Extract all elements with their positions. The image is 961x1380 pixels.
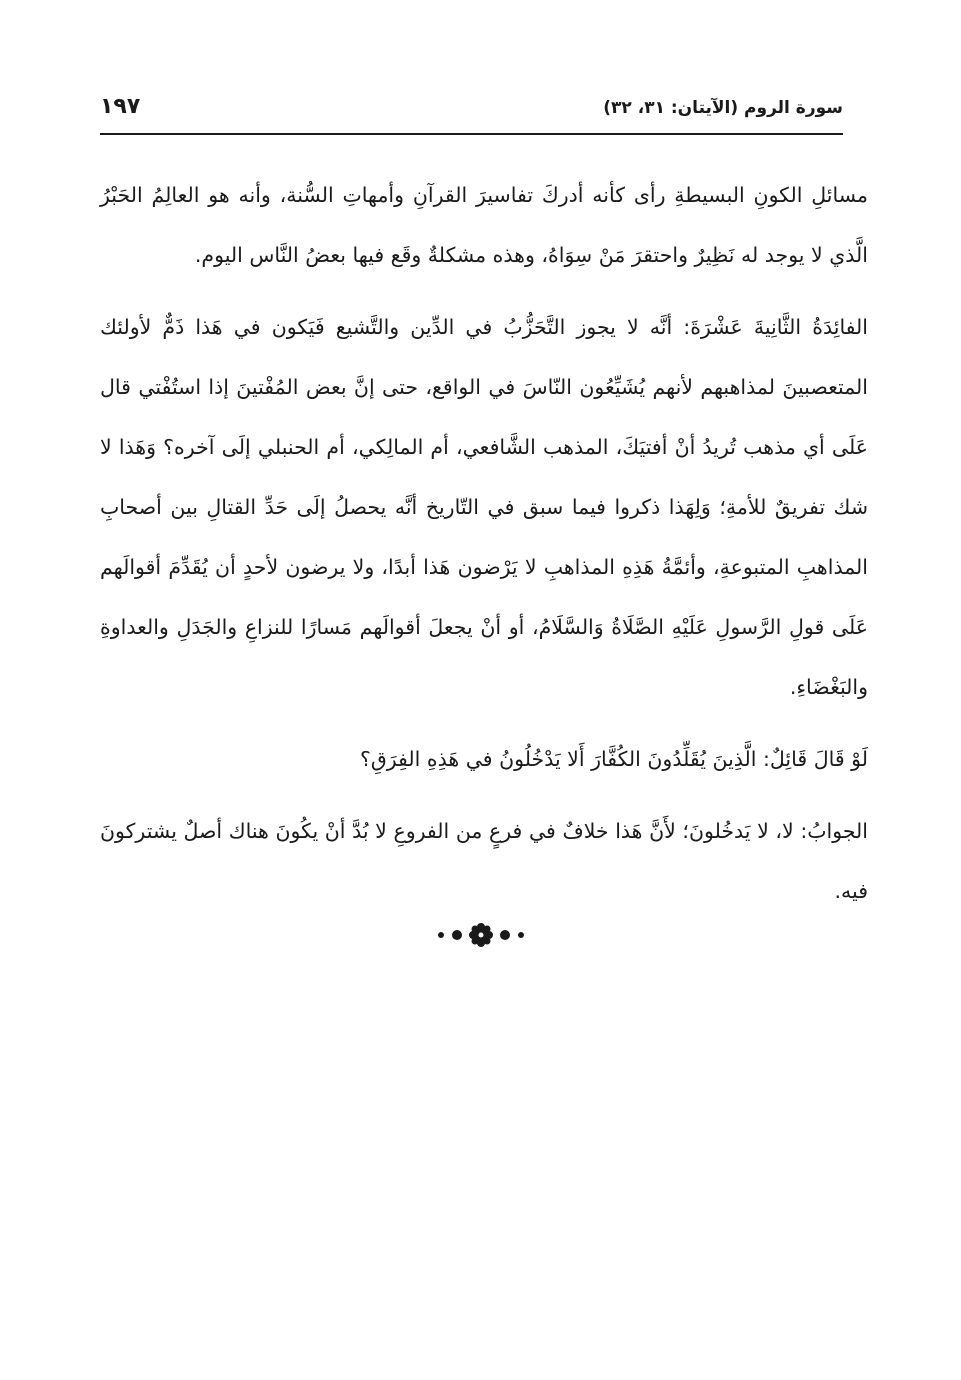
page-body [100,165,868,921]
header-divider [100,133,843,135]
paragraph-benefit-twelve: الفائِدَةُ الثَّانِيةَ عَشْرَةَ: أنَّه لا يجوز التَّحَزُّبُ في الدِّين والتَّشيع فَيَكون في هَذا ذَمٌّ لأولئك المتعصبينَ لمذاهبهم لأنهم يُشَيِّعُون النّاسَ في الواقع، حتى إنَّ بعض المُفْتينَ إذا استُفْتي قال عَلَى أي مذهب تُريدُ أنْ أفتيَكَ، المذهب الشَّافعي، أم المالِكي، أم الحنبلي إلَى آخره؟ وَهَذا لا شك تفريقٌ للأمةِ؛ وَلِهَذا ذكروا فيما سبق في التّاريخ أنَّه يحصلُ إلَى حَدِّ القتالِ بين أصحابِ المذاهبِ المتبوعةِ، وأئمَّةُ هَذِهِ المذاهبِ لا يَرْضون هَذا أبدًا، ولا يرضون لأحدٍ أن يُقَدِّمَ أقوالَهم عَلَى قولِ الرَّسولِ عَلَيْهِ الصَّلَاةُ وَالسَّلَامُ، أو أنْ يجعلَ أقوالَهم مَسارًا للنزاعِ والجَدَلِ والعداوةِ والبَغْضَاءِ. [100,315,868,699]
paragraph-continuation: مسائلِ الكونِ البسيطةِ رأى كأنه أدركَ تفاسيرَ القرآنِ وأمهاتِ السُّنة، وأنه هو العالِمُ الحَبْرُ الَّذي لا يوجد له نَظِيرٌ واحتقرَ مَنْ سِوَاهُ، وهذه مشكلةٌ وقَع فيها بعضُ النَّاس اليوم. [100,183,868,267]
paragraph-question: لَوْ قَالَ قَائِلٌ: الَّذِينَ يُقَلِّدُونَ الكُفَّارَ أَلا يَدْخُلُونُ في هَذِهِ الفِرَقِ؟ [359,747,868,771]
floral-ornament-icon [421,920,541,950]
paragraph-answer: الجوابُ: لا، لا يَدخُلونَ؛ لأَنَّ هَذا خلافٌ في فرعٍ من الفروعِ لا بُدَّ أنْ يكُونَ هناك أصلٌ يشتركونَ فيه. [100,819,868,903]
section-end-ornament [0,920,961,960]
page-header [100,92,843,132]
page-number: ١٩٧ [100,94,141,119]
surah-heading: سورة الروم (الآيتان: ٣١، ٣٢) [603,98,843,118]
